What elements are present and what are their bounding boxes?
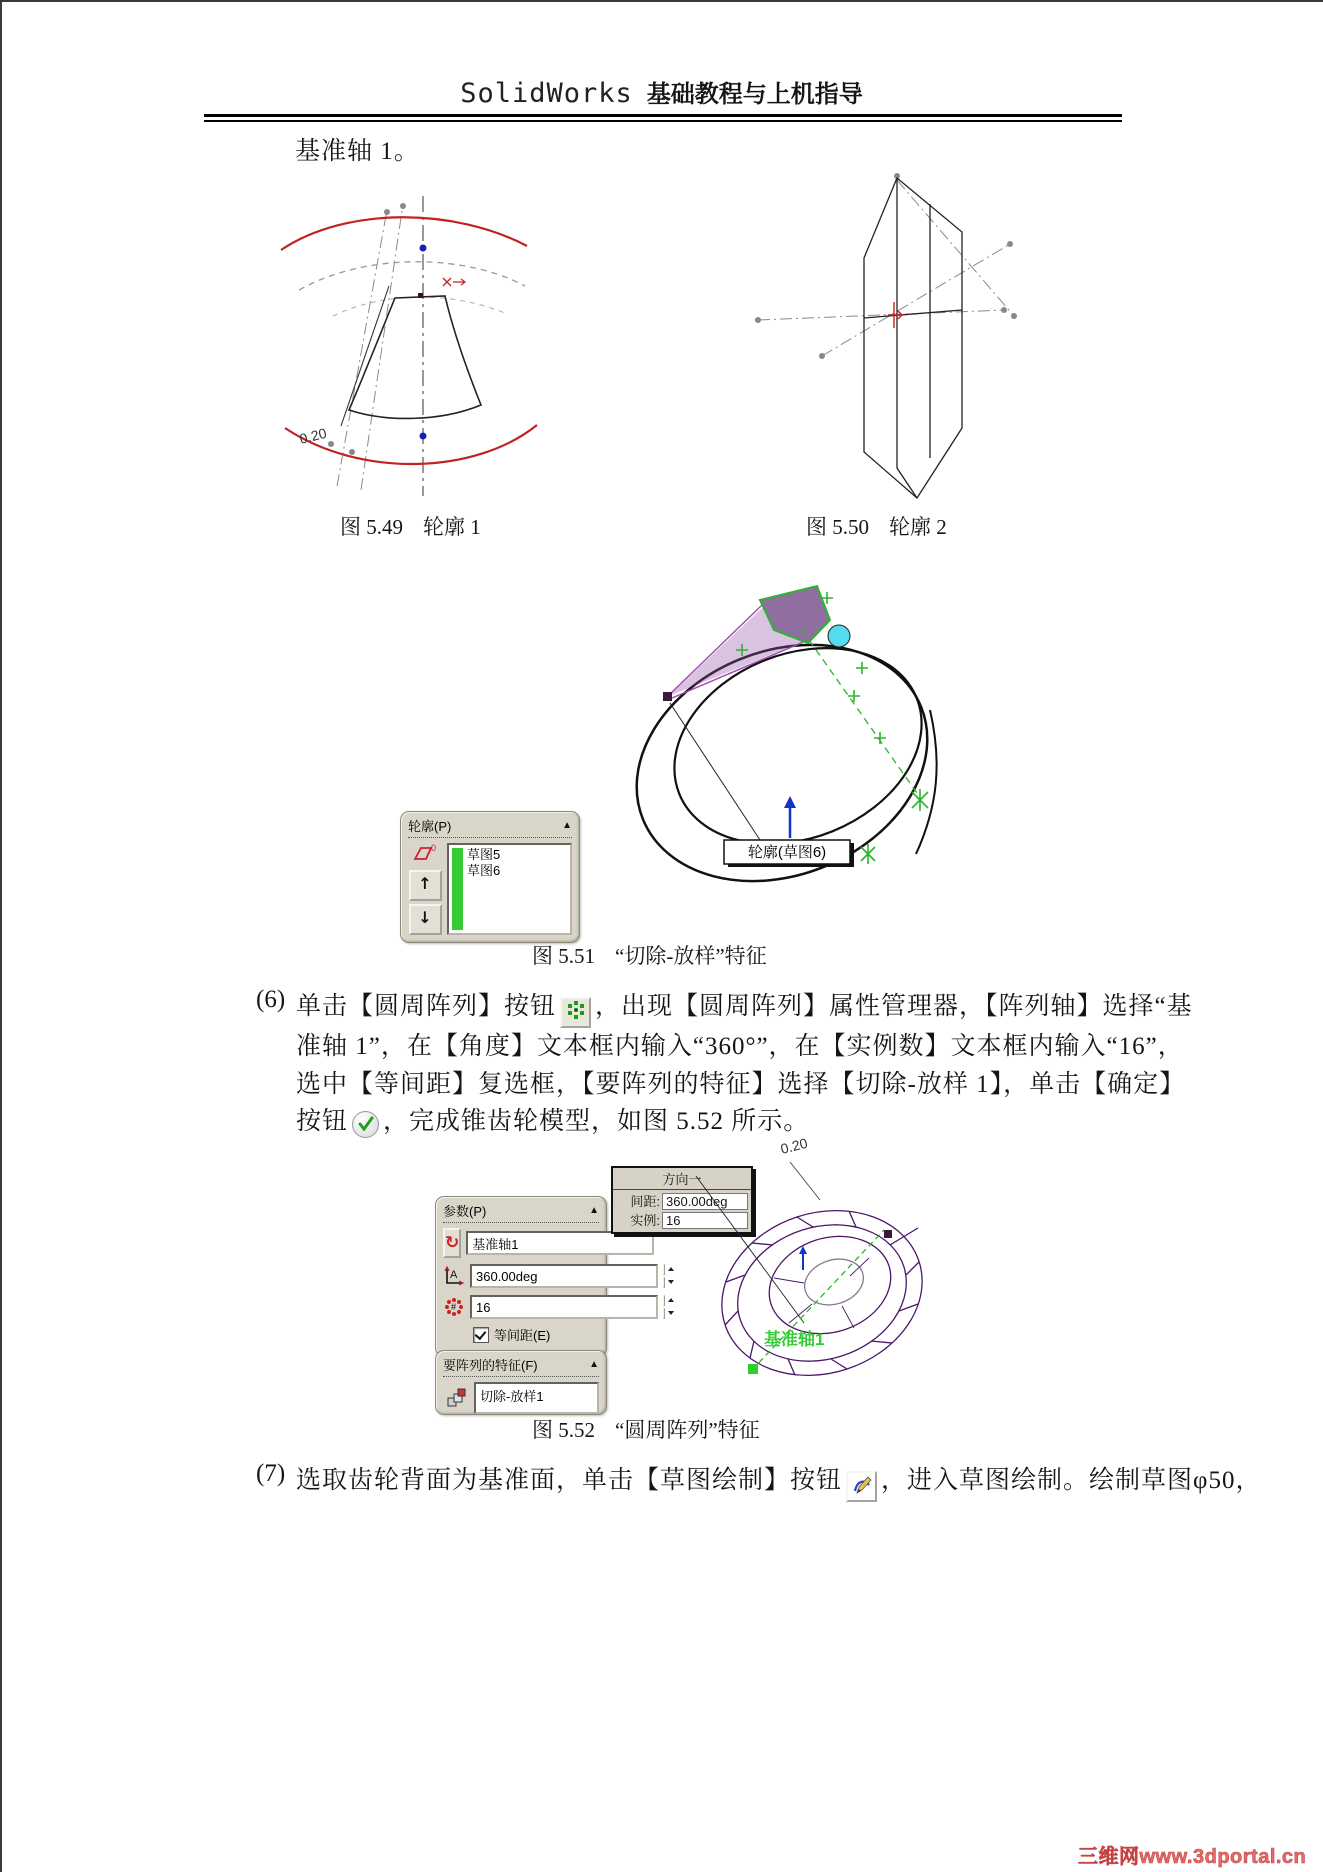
svg-text:#: # [451, 1302, 457, 1312]
paragraph-6-line-3: 选中【等间距】复选框，【要阵列的特征】选择【切除-放样 1】，单击【确定】 [296, 1071, 1186, 1098]
sketch-icon [846, 1471, 877, 1502]
angle-spinner[interactable] [663, 1264, 665, 1288]
direction-callout-header: 方向一 [613, 1168, 751, 1190]
profiles-panel-header[interactable] [408, 816, 572, 838]
spacing-value[interactable]: 360.00deg [662, 1193, 748, 1210]
paragraph-text: ，进入草图绘制。绘制草图φ50， [881, 1467, 1262, 1494]
paragraph-text: ，完成锥齿轮模型，如图 5.52 所示。 [383, 1108, 810, 1135]
parameters-title: 参数(P) [443, 1204, 487, 1219]
paragraph-6-line-1 [296, 986, 1193, 1028]
figure-5-49-sketch [275, 190, 560, 508]
spacing-label: 间距: [630, 1194, 660, 1209]
caption-title: “圆周阵列”特征 [615, 1418, 760, 1442]
paragraph-text: 选取齿轮背面为基准面，单击【草图绘制】按钮 [296, 1467, 843, 1494]
watermark: 三维网www.3dportal.cn [1078, 1846, 1307, 1868]
caption-title: “切除-放样”特征 [615, 944, 767, 968]
features-header[interactable] [443, 1355, 599, 1377]
move-up-button[interactable]: ↑ [409, 870, 442, 901]
caption-number: 图 5.50 [806, 515, 869, 539]
paragraph-7 [296, 1460, 1261, 1502]
figure-5-50-caption [806, 511, 947, 541]
fig51-loft-patch [663, 586, 850, 701]
paragraph-6-line-2: 准轴 1”，在【角度】文本框内输入“360°”，在【实例数】文本框内输入“16”， [296, 1033, 1184, 1060]
fig49-points [328, 203, 465, 455]
selection-bar [452, 848, 463, 930]
features-to-pattern-panel [435, 1350, 607, 1415]
instance-count-icon [443, 1294, 465, 1320]
caption-number: 图 5.52 [532, 1418, 595, 1442]
brand-text: SolidWorks [460, 78, 633, 109]
figure-5-49-caption [340, 511, 481, 541]
fig50-construction [755, 173, 1017, 359]
paragraph-text: 单击【圆周阵列】按钮 [296, 993, 557, 1020]
figure-5-50-sketch [752, 168, 1057, 506]
list-item[interactable]: 切除-放样1 [480, 1389, 544, 1404]
profiles-listbox[interactable] [447, 843, 572, 935]
dimension-label: 0.20 [778, 1134, 810, 1157]
count-spinner[interactable] [663, 1295, 665, 1319]
ok-check-icon [352, 1111, 379, 1138]
caption-number: 图 5.49 [340, 515, 403, 539]
header-rule [204, 114, 1122, 122]
fig49-dimension [298, 425, 329, 447]
gear-wireframe [700, 1185, 943, 1400]
loft-callout-label: 轮廓(草图6) [747, 844, 827, 861]
list-item[interactable]: 草图5 [467, 847, 501, 862]
header-title: 基础教程与上机指导 [646, 81, 863, 108]
pattern-axis-input[interactable] [466, 1231, 654, 1255]
paragraph-6-line-4 [296, 1101, 809, 1138]
fig51-callout [670, 703, 854, 867]
features-title: 要阵列的特征(F) [443, 1358, 538, 1373]
parameters-header[interactable] [443, 1201, 599, 1223]
circular-pattern-parameters-panel [435, 1196, 607, 1357]
equal-spacing-label: 等间距(E) [494, 1328, 551, 1343]
equal-spacing-checkbox[interactable] [473, 1327, 489, 1343]
profiles-panel [400, 811, 580, 943]
caption-number: 图 5.51 [532, 944, 595, 968]
list-item[interactable]: 草图6 [467, 863, 501, 878]
list-marker-6: (6) [256, 986, 286, 1013]
caption-title: 轮廓 1 [423, 515, 481, 539]
intro-text: 基准轴 1。 [295, 138, 420, 165]
paragraph-text: 按钮 [296, 1108, 349, 1135]
collapse-icon[interactable]: ▲ [589, 1205, 599, 1216]
figure-5-51-caption [532, 940, 767, 970]
paragraph-text: ，出现【圆周阵列】属性管理器，【阵列轴】选择“基 [595, 993, 1193, 1020]
pattern-axis-icon[interactable]: ↻ [443, 1228, 461, 1258]
circular-pattern-icon [560, 997, 591, 1028]
angle-icon [443, 1263, 465, 1289]
scan-edge-left [0, 0, 2, 1872]
move-down-button[interactable]: ↓ [409, 904, 442, 935]
fig49-profile [341, 286, 481, 426]
profiles-panel-title: 轮廓(P) [408, 819, 452, 834]
page-header [0, 74, 1323, 109]
list-marker-7: (7) [256, 1460, 286, 1487]
figure-5-51-model [612, 548, 960, 950]
svg-text:A: A [450, 1269, 458, 1281]
collapse-icon[interactable]: ▲ [562, 820, 572, 831]
fig50-origin-marker [888, 302, 902, 328]
features-listbox[interactable] [474, 1382, 599, 1414]
scan-edge-top [0, 0, 1323, 2]
figure-5-52-caption [532, 1414, 760, 1444]
contour-icon [412, 843, 438, 866]
instance-value[interactable]: 16 [662, 1212, 748, 1229]
angle-input[interactable] [470, 1264, 658, 1288]
axis-label: 基准轴1 [764, 1330, 825, 1349]
svg-text:0: 0 [431, 843, 437, 853]
features-icon [443, 1385, 469, 1411]
collapse-icon[interactable]: ▲ [589, 1359, 599, 1370]
instance-label: 实例: [630, 1213, 660, 1228]
figure-5-52-gear [694, 1134, 946, 1410]
fig50-outline [864, 178, 962, 498]
instance-count-input[interactable] [470, 1295, 658, 1319]
caption-title: 轮廓 2 [889, 515, 947, 539]
dimension-label: 0.20 [297, 424, 329, 447]
